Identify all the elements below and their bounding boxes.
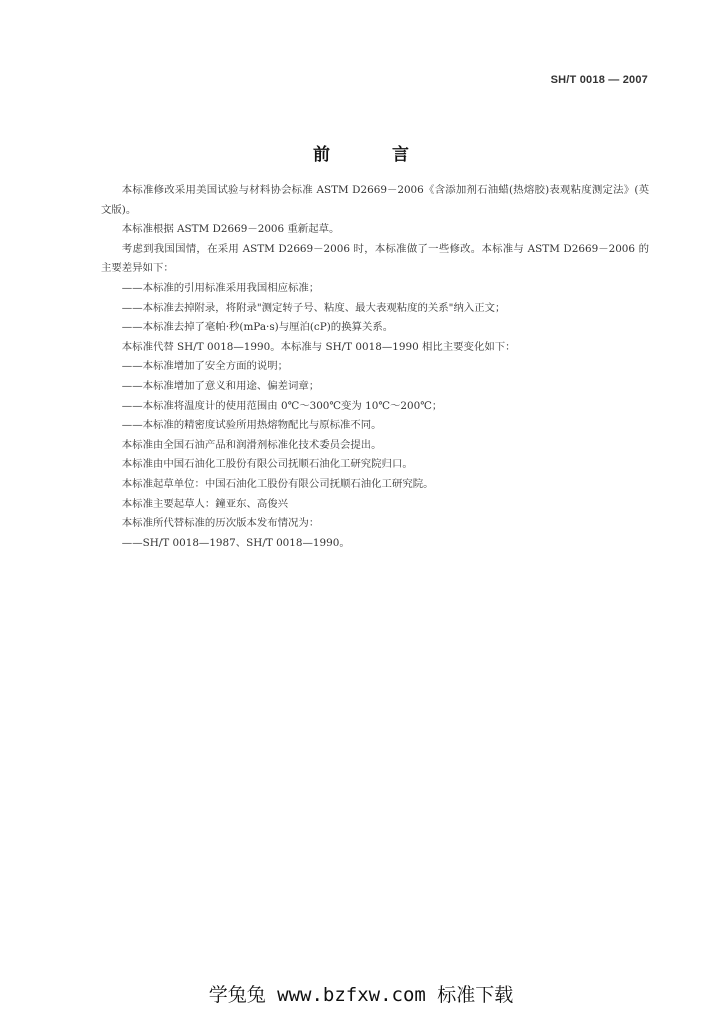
paragraph: 考虑到我国国情，在采用 ASTM D2669－2006 时，本标准做了一些修改。本标准与 ASTM D2669－2006 的主要差异如下： <box>101 242 649 275</box>
list-item: ——本标准将温度计的使用范围由 0℃～300℃变为 10℃～200℃； <box>121 399 443 412</box>
standard-code: SH/T 0018 — 2007 <box>550 74 648 86</box>
paragraph: 本标准所代替标准的历次版本发布情况为： <box>121 517 320 530</box>
list-item: ——本标准增加了安全方面的说明； <box>121 360 289 373</box>
paragraph: 本标准由全国石油产品和润滑剂标准化技术委员会提出。 <box>121 438 382 451</box>
page-title: 前 言 <box>313 145 437 165</box>
foreword-body <box>101 181 649 553</box>
paragraph: 本标准代替 SH/T 0018—1990。本标准与 SH/T 0018—1990 相比主要变化如下： <box>121 340 516 353</box>
list-item: ——本标准增加了意义和用途、偏差词章； <box>121 379 320 392</box>
footer-watermark: 学兔兔 www.bzfxw.com 标准下载 <box>208 984 514 1006</box>
list-item: ——本标准的引用标准采用我国相应标准； <box>121 281 320 294</box>
paragraph: 本标准根据 ASTM D2669－2006 重新起草。 <box>121 223 340 236</box>
paragraph: 本标准由中国石油化工股份有限公司抚顺石油化工研究院归口。 <box>121 458 413 471</box>
paragraph: 本标准主要起草人：鐘亚东、高俊兴 <box>121 497 289 510</box>
list-item: ——SH/T 0018—1987、SH/T 0018—1990。 <box>121 536 350 549</box>
list-item: ——本标准去掉了毫帕·秒(mPa·s)与厘泊(cP)的换算关系。 <box>121 321 394 334</box>
list-item: ——本标准的精密度试验所用热熔物配比与原标准不同。 <box>121 419 382 432</box>
list-item: ——本标准去掉附录，将附录"测定转子号、粘度、最大表观粘度的关系"纳入正文； <box>121 301 506 314</box>
paragraph: 本标准起草单位：中国石油化工股份有限公司抚顺石油化工研究院。 <box>121 477 434 490</box>
paragraph: 本标准修改采用美国试验与材料协会标准 ASTM D2669－2006《含添加剂石油蜡(热熔胶)表观粘度测定法》(英文版)。 <box>101 184 649 216</box>
